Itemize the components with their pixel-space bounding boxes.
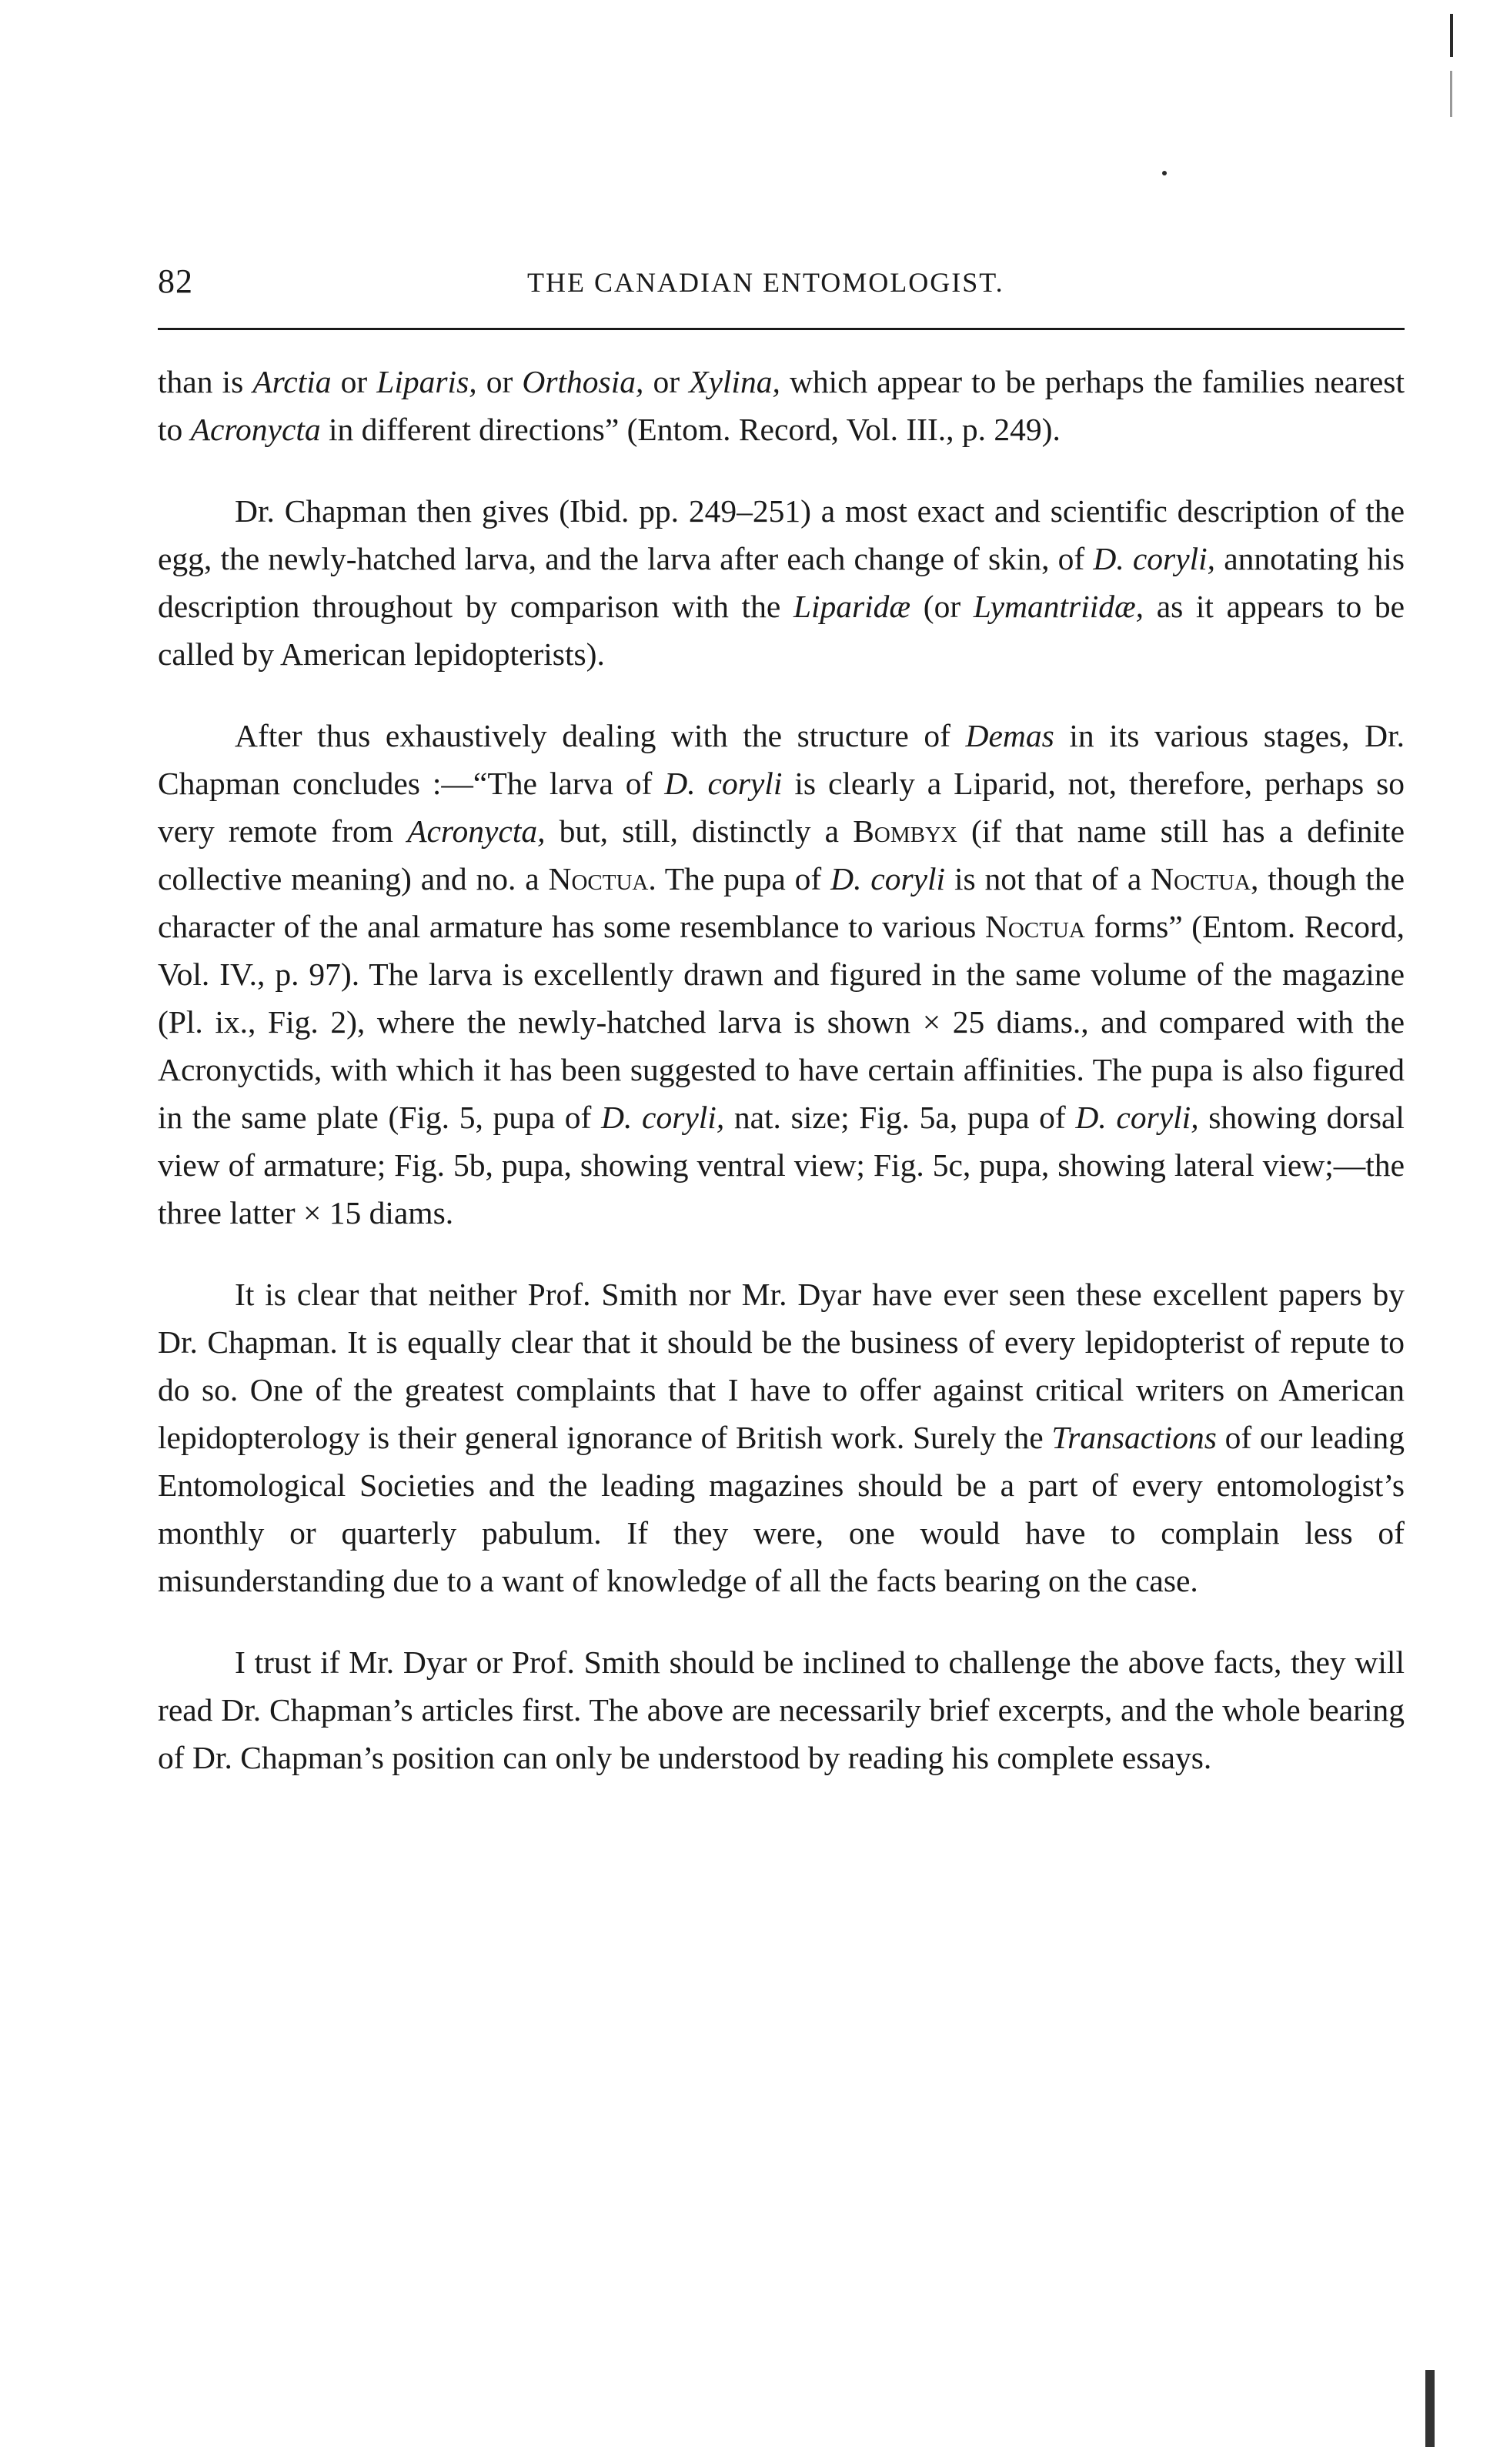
text-run: is clearly a Liparid, not, therefore, perhaps so very remote from bbox=[158, 766, 1405, 849]
paragraph bbox=[158, 712, 1405, 1237]
text-run: nat. size; Fig. 5a, pupa of bbox=[724, 1100, 1076, 1135]
text-run: or bbox=[643, 364, 690, 399]
paragraph bbox=[158, 1638, 1405, 1781]
scan-mark-bottom bbox=[1425, 2370, 1435, 2447]
italic-run: Demas bbox=[965, 718, 1054, 753]
italic-run: Acronycta bbox=[190, 412, 321, 447]
text-run: but, still, distinctly a bbox=[545, 813, 854, 849]
italic-run: D. coryli, bbox=[601, 1100, 725, 1135]
running-title: THE CANADIAN ENTOMOLOGIST. bbox=[527, 267, 1004, 298]
italic-run: Lymantriidæ, bbox=[973, 589, 1144, 624]
italic-run: Acronycta, bbox=[407, 813, 546, 849]
text-run: It is clear that neither Prof. Smith nor Mr. Dyar have ever seen these excellent papers by Dr. Chapman. It is equally clear that it should be the business of every lepidopterist of repute to do so. One of the greatest complaints that I have to offer against critical writers on American lepidopterology is their general ignorance of British work. Surely the bbox=[158, 1277, 1405, 1455]
italic-run: Xylina, bbox=[689, 364, 780, 399]
text-run: Dr. Chapman then gives (Ibid. pp. 249–251) a most exact and scientific description of the egg, the newly-hatched larva, and the larva after each change of skin, of bbox=[158, 493, 1405, 576]
text-run: After thus exhaustively dealing with the structure of bbox=[235, 718, 966, 753]
italic-run: Orthosia, bbox=[522, 364, 644, 399]
text-run: forms” (Entom. Record, Vol. IV., p. 97). The larva is excellently drawn and figured in the same volume of the magazine (Pl. ix., Fig. 2), where the newly-hatched larva is shown × 25 diams., and compared with the Acronyctids, with which it has been suggested to have certain affinities. The pupa is also figured in the same plate (Fig. 5, pupa of bbox=[158, 909, 1405, 1135]
text-run: annotating his description throughout by comparison with the bbox=[158, 541, 1405, 624]
text-run: (or bbox=[910, 589, 974, 624]
body-text bbox=[158, 358, 1405, 1781]
italic-run: D. coryli bbox=[830, 861, 946, 896]
header-rule bbox=[158, 328, 1405, 330]
italic-run: Transactions bbox=[1051, 1420, 1217, 1455]
italic-run: D. coryli, bbox=[1075, 1100, 1199, 1135]
italic-run: Arctia bbox=[252, 364, 332, 399]
scan-mark-top-dots bbox=[1450, 71, 1452, 117]
paragraph bbox=[158, 1270, 1405, 1604]
scan-mark-dot bbox=[1162, 171, 1167, 175]
scan-mark-top bbox=[1450, 14, 1453, 57]
italic-run: D. coryli bbox=[664, 766, 783, 801]
text-run: or bbox=[331, 364, 377, 399]
italic-run: Liparidæ bbox=[793, 589, 911, 624]
small-caps-run: Noctua, bbox=[1151, 861, 1259, 896]
text-run: in different directions” (Entom. Record, Vol. III., p. 249). bbox=[320, 412, 1061, 447]
text-run: as it appears to be called by American lepidopterists). bbox=[158, 589, 1405, 672]
text-run: which appear to be perhaps the families nearest to bbox=[158, 364, 1405, 447]
paragraph bbox=[158, 358, 1405, 453]
page-header bbox=[158, 262, 1405, 316]
small-caps-run: Noctua. bbox=[548, 861, 656, 896]
page-number: 82 bbox=[158, 262, 193, 300]
italic-run: D. coryli, bbox=[1093, 541, 1216, 576]
text-run: of our leading Entomological Societies and the leading magazines should be a part of every entomologist’s monthly or quarterly pabulum. If they were, one would have to complain less of misunderstanding due to a want of knowledge of all the facts bearing on the case. bbox=[158, 1420, 1405, 1598]
text-run: than is bbox=[158, 364, 253, 399]
paragraph bbox=[158, 487, 1405, 678]
small-caps-run: Bombyx bbox=[853, 813, 957, 849]
text-run: though the character of the anal armature has some resemblance to various bbox=[158, 861, 1405, 944]
italic-run: Liparis, bbox=[376, 364, 477, 399]
text-run: or bbox=[476, 364, 523, 399]
page bbox=[158, 262, 1405, 1775]
text-run: showing dorsal view of armature; Fig. 5b, pupa, showing ventral view; Fig. 5c, pupa, showing lateral view;—the three latter × 15 diams. bbox=[158, 1100, 1405, 1230]
text-run: in its various stages, Dr. Chapman concludes :—“The larva of bbox=[158, 718, 1405, 801]
text-run: is not that of a bbox=[945, 861, 1151, 896]
small-caps-run: Noctua bbox=[984, 909, 1085, 944]
text-run: I trust if Mr. Dyar or Prof. Smith should be inclined to challenge the above facts, they will read Dr. Chapman’s articles first. The above are necessarily brief excerpts, and the whole bearing of Dr. Chapman’s position can only be understood by reading his complete essays. bbox=[158, 1644, 1405, 1775]
text-run: (if that name still has a definite collective meaning) and no. a bbox=[158, 813, 1405, 896]
text-run: The pupa of bbox=[656, 861, 831, 896]
